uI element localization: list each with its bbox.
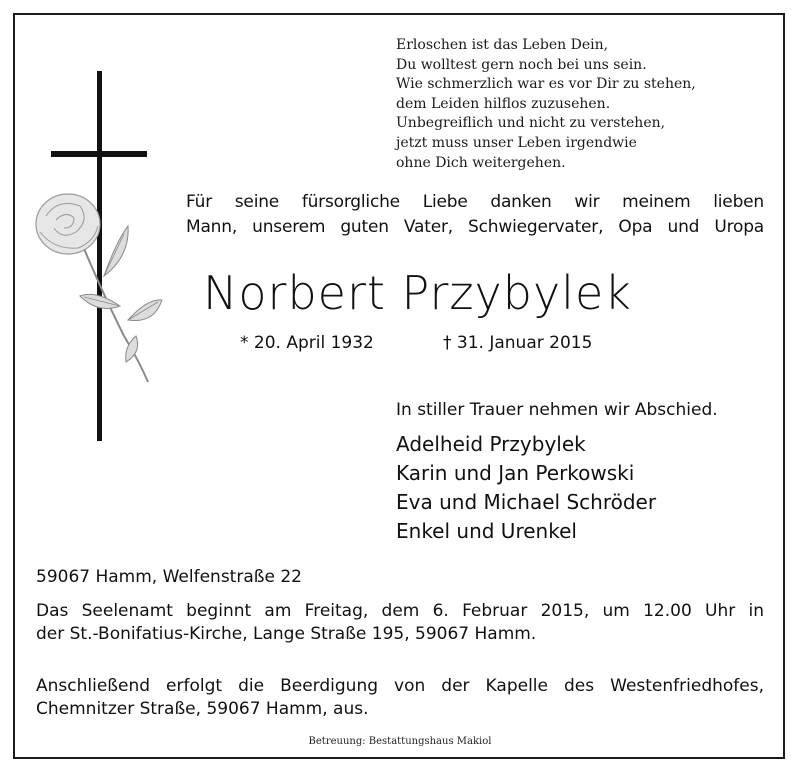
family-list <box>396 430 656 546</box>
mourning-intro: In stiller Trauer nehmen wir Abschied. <box>396 400 718 420</box>
burial-info <box>36 675 764 721</box>
thanks-line: Für seine fürsorgliche Liebe danken wir meinem lieben <box>186 192 764 212</box>
rose-illustration <box>24 186 164 386</box>
birth-date: * 20. April 1932 <box>240 333 374 353</box>
cross-bar <box>51 151 147 157</box>
poem-line: Unbegreiflich und nicht zu verstehen, <box>396 115 666 132</box>
family-member: Karin und Jan Perkowski <box>396 461 635 485</box>
poem-line: jetzt muss unser Leben irgendwie <box>396 134 637 151</box>
family-member: Enkel und Urenkel <box>396 519 577 543</box>
poem-line: Du wolltest gern noch bei uns sein. <box>396 56 647 73</box>
poem-line: Wie schmerzlich war es vor Dir zu stehen, <box>396 76 696 93</box>
poem <box>396 36 696 173</box>
thanks-line: Mann, unserem guten Vater, Schwiegervater, Opa und Uropa <box>186 217 764 237</box>
family-member: Adelheid Przybylek <box>396 432 586 456</box>
home-address: 59067 Hamm, Welfenstraße 22 <box>36 567 302 587</box>
service-line: Das Seelenamt beginnt am Freitag, dem 6. Februar 2015, um 12.00 Uhr in <box>36 601 764 621</box>
service-line: der St.-Bonifatius-Kirche, Lange Straße 195, 59067 Hamm. <box>36 624 537 644</box>
poem-line: ohne Dich weitergehen. <box>396 154 566 171</box>
family-member: Eva und Michael Schröder <box>396 490 657 514</box>
burial-line: Chemnitzer Straße, 59067 Hamm, aus. <box>36 699 369 719</box>
burial-line: Anschließend erfolgt die Beerdigung von der Kapelle des Westenfriedhofes, <box>36 676 764 696</box>
funeral-home-credit: Betreuung: Bestattungshaus Makiol <box>308 736 492 747</box>
poem-line: dem Leiden hilflos zuzusehen. <box>396 95 611 112</box>
death-date: † 31. Januar 2015 <box>443 333 593 353</box>
deceased-name: Norbert Przybylek <box>203 266 632 320</box>
poem-line: Erloschen ist das Leben Dein, <box>396 37 609 53</box>
service-info <box>36 600 764 646</box>
thanks-text <box>186 190 764 240</box>
